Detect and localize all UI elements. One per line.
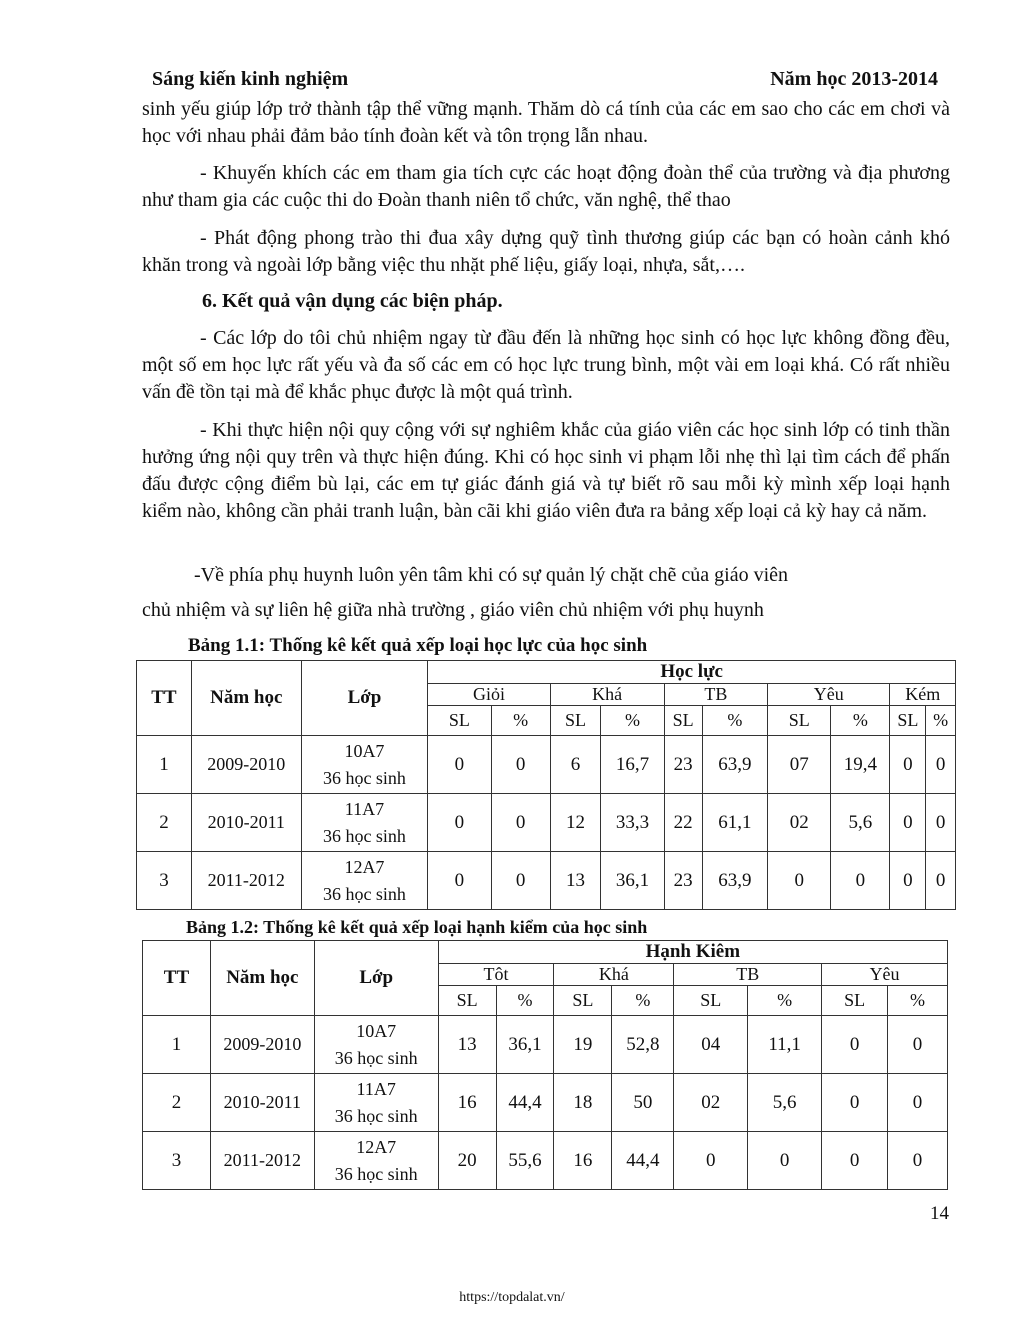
sl-header: SL — [890, 706, 926, 736]
year-cell: 2010-2011 — [191, 794, 301, 852]
sl-header: SL — [664, 706, 702, 736]
value-cell: 16 — [554, 1132, 612, 1190]
table1-caption: Bảng 1.1: Thống kê kết quả xếp loại học lực của học sinh — [188, 635, 648, 656]
value-cell: 13 — [550, 852, 601, 910]
value-cell: 0 — [674, 1132, 748, 1190]
page-number: 14 — [930, 1203, 949, 1224]
value-cell: 0 — [491, 852, 550, 910]
value-cell: 19,4 — [831, 736, 890, 794]
value-cell: 33,3 — [601, 794, 664, 852]
tt-cell: 3 — [137, 852, 192, 910]
sl-header: SL — [674, 986, 748, 1016]
value-cell: 0 — [890, 736, 926, 794]
pct-header: % — [702, 706, 767, 736]
paragraph-5: - Các lớp do tôi chủ nhiệm ngay từ đầu đến là những học sinh có học lực không đồng đều, một số em học lực rất yếu và đa số các em có học lực trung bình, một vài em loại khá. Có rất nhiều vấn đề tồn tại mà để khắc phục được là một quá trình. — [142, 327, 950, 403]
value-cell: 19 — [554, 1016, 612, 1074]
value-cell: 0 — [822, 1074, 888, 1132]
paragraph-8: chủ nhiệm và sự liên hệ giữa nhà trường , giáo viên chủ nhiệm với phụ huynh — [142, 599, 764, 621]
cat-cell: Tôt — [438, 964, 554, 986]
value-cell: 0 — [822, 1132, 888, 1190]
value-cell: 0 — [768, 852, 831, 910]
paragraph-6: - Khi thực hiện nội quy cộng với sự nghiêm khắc của giáo viên các học sinh lớp có tinh thần hưởng ứng nội quy trên và thực hiện đúng. Khi có học sinh vi phạm lỗi nhẹ thì lại tìm cách để phấn đấu được cộng điểm bù lại, các em tự giác đánh giá và tự biết rõ sau mỗi kỳ mình xếp loại hạnh kiểm nào, không cần phải tranh luận, bàn cãi khi giáo viên đưa ra bảng xếp loại cả kỳ hay cả năm. — [142, 419, 950, 522]
header-group: Học lực — [428, 661, 956, 684]
pct-header: % — [888, 986, 948, 1016]
cat-cell: Yêu — [822, 964, 948, 986]
value-cell: 0 — [926, 794, 956, 852]
tt-cell: 1 — [137, 736, 192, 794]
value-cell: 16 — [438, 1074, 496, 1132]
table2-caption: Bảng 1.2: Thống kê kết quả xếp loại hạnh kiểm của học sinh — [186, 917, 648, 937]
value-cell: 0 — [890, 852, 926, 910]
sl-header: SL — [768, 706, 831, 736]
table-row — [137, 852, 956, 910]
table-row — [137, 794, 956, 852]
value-cell: 23 — [664, 852, 702, 910]
value-cell: 5,6 — [748, 1074, 822, 1132]
class-cell: 12A7 36 học sinh — [301, 852, 428, 910]
header-tt: TT — [143, 941, 211, 1016]
cat-cell: TB — [674, 964, 822, 986]
pct-header: % — [601, 706, 664, 736]
value-cell: 0 — [926, 736, 956, 794]
table-row — [137, 736, 956, 794]
value-cell: 07 — [768, 736, 831, 794]
value-cell: 52,8 — [612, 1016, 674, 1074]
pct-header: % — [496, 986, 554, 1016]
value-cell: 22 — [664, 794, 702, 852]
cat-cell: TB — [664, 684, 767, 706]
table-row — [143, 1132, 948, 1190]
value-cell: 0 — [831, 852, 890, 910]
value-cell: 18 — [554, 1074, 612, 1132]
value-cell: 0 — [491, 736, 550, 794]
paragraph-1: sinh yếu giúp lớp trở thành tập thể vững mạnh. Thăm dò cá tính của các em sao cho các em chơi và học với nhau phải đảm bảo tính đoàn kết và tôn trọng lẫn nhau. — [142, 98, 950, 147]
paragraph-3: - Phát động phong trào thi đua xây dựng quỹ tình thương giúp các bạn có hoàn cảnh khó khăn trong và ngoài lớp bằng việc thu nhặt phế liệu, giấy loại, nhựa, sắt,…. — [142, 227, 950, 276]
header-year: Năm học — [210, 941, 314, 1016]
tt-cell: 2 — [143, 1074, 211, 1132]
value-cell: 0 — [748, 1132, 822, 1190]
header-title: Sáng kiến kinh nghiệm — [152, 68, 349, 90]
sl-header: SL — [428, 706, 491, 736]
class-cell: 12A7 36 học sinh — [314, 1132, 438, 1190]
pct-header: % — [831, 706, 890, 736]
pct-header: % — [748, 986, 822, 1016]
year-cell: 2011-2012 — [210, 1132, 314, 1190]
value-cell: 5,6 — [831, 794, 890, 852]
tt-cell: 3 — [143, 1132, 211, 1190]
pct-header: % — [612, 986, 674, 1016]
table-row — [143, 1074, 948, 1132]
class-cell: 10A7 36 học sinh — [301, 736, 428, 794]
table-row — [143, 1016, 948, 1074]
cat-cell: Giỏi — [428, 684, 550, 706]
value-cell: 23 — [664, 736, 702, 794]
header-class: Lớp — [301, 661, 428, 736]
year-cell: 2009-2010 — [210, 1016, 314, 1074]
page-header — [152, 68, 938, 98]
value-cell: 12 — [550, 794, 601, 852]
cat-cell: Yêu — [768, 684, 890, 706]
cat-cell: Khá — [550, 684, 664, 706]
class-cell: 10A7 36 học sinh — [314, 1016, 438, 1074]
cat-cell: Kém — [890, 684, 956, 706]
cat-cell: Khá — [554, 964, 674, 986]
value-cell: 02 — [768, 794, 831, 852]
value-cell: 61,1 — [702, 794, 767, 852]
value-cell: 44,4 — [612, 1132, 674, 1190]
year-cell: 2009-2010 — [191, 736, 301, 794]
sl-header: SL — [438, 986, 496, 1016]
academic-results-table — [136, 660, 956, 910]
value-cell: 16,7 — [601, 736, 664, 794]
footer-url: https://topdalat.vn/ — [459, 1290, 565, 1305]
value-cell: 0 — [888, 1074, 948, 1132]
value-cell: 0 — [888, 1132, 948, 1190]
value-cell: 04 — [674, 1016, 748, 1074]
header-year: Năm học — [191, 661, 301, 736]
value-cell: 0 — [491, 794, 550, 852]
value-cell: 0 — [428, 736, 491, 794]
pct-header: % — [491, 706, 550, 736]
section-heading: 6. Kết quả vận dụng các biện pháp. — [202, 290, 503, 312]
value-cell: 13 — [438, 1016, 496, 1074]
tt-cell: 2 — [137, 794, 192, 852]
value-cell: 0 — [822, 1016, 888, 1074]
value-cell: 50 — [612, 1074, 674, 1132]
value-cell: 0 — [428, 852, 491, 910]
value-cell: 55,6 — [496, 1132, 554, 1190]
value-cell: 44,4 — [496, 1074, 554, 1132]
year-cell: 2010-2011 — [210, 1074, 314, 1132]
year-cell: 2011-2012 — [191, 852, 301, 910]
header-class: Lớp — [314, 941, 438, 1016]
value-cell: 0 — [926, 852, 956, 910]
class-cell: 11A7 36 học sinh — [314, 1074, 438, 1132]
pct-header: % — [926, 706, 956, 736]
value-cell: 0 — [890, 794, 926, 852]
tt-cell: 1 — [143, 1016, 211, 1074]
value-cell: 63,9 — [702, 736, 767, 794]
sl-header: SL — [554, 986, 612, 1016]
class-cell: 11A7 36 học sinh — [301, 794, 428, 852]
value-cell: 36,1 — [601, 852, 664, 910]
header-group: Hạnh Kiêm — [438, 941, 947, 964]
conduct-results-table — [142, 940, 948, 1190]
value-cell: 11,1 — [748, 1016, 822, 1074]
paragraph-2: - Khuyến khích các em tham gia tích cực các hoạt động đoàn thể của trường và địa phương như tham gia các cuộc thi do Đoàn thanh niên tổ chức, văn nghệ, thể thao — [142, 162, 950, 211]
sl-header: SL — [822, 986, 888, 1016]
value-cell: 20 — [438, 1132, 496, 1190]
value-cell: 63,9 — [702, 852, 767, 910]
value-cell: 02 — [674, 1074, 748, 1132]
value-cell: 0 — [888, 1016, 948, 1074]
value-cell: 36,1 — [496, 1016, 554, 1074]
paragraph-7: -Về phía phụ huynh luôn yên tâm khi có sự quản lý chặt chẽ của giáo viên — [194, 564, 789, 586]
value-cell: 6 — [550, 736, 601, 794]
header-tt: TT — [137, 661, 192, 736]
sl-header: SL — [550, 706, 601, 736]
header-school-year: Năm học 2013-2014 — [770, 68, 938, 90]
value-cell: 0 — [428, 794, 491, 852]
